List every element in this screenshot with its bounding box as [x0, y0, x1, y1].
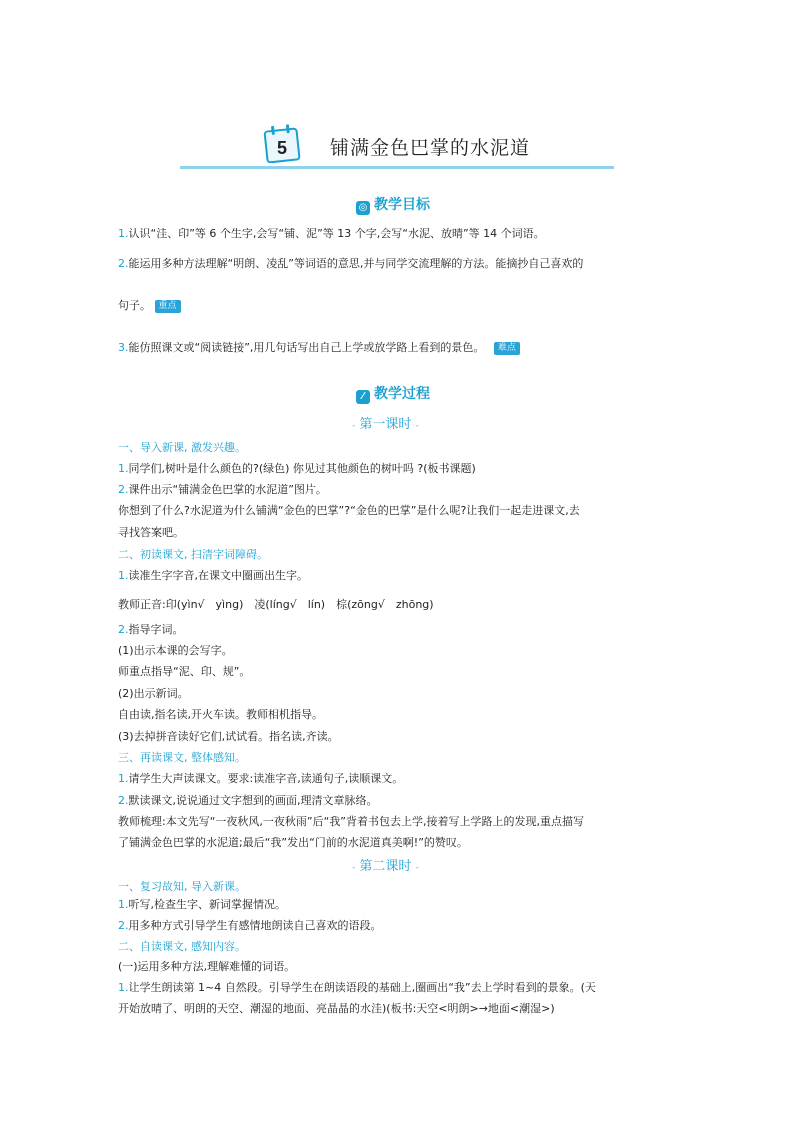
calendar-icon — [263, 123, 301, 163]
step-3-line-2: 2.默读课文,说说通过文字想到的画面,理清文章脉络。 — [118, 794, 378, 807]
step-3-heading: 三、再读课文, 整体感知。 — [118, 751, 246, 764]
process-heading: ⁄ 教学过程 — [356, 383, 430, 404]
step-4-line-1: 1.听写,检查生字、新词掌握情况。 — [118, 898, 286, 911]
goal-item-3: 3.能仿照课文或“阅读链接”,用几句话写出自己上学或放学路上看到的景色。 难点 — [118, 339, 520, 355]
step-1-line-1: 1.同学们,树叶是什么颜色的?(绿色) 你见过其他颜色的树叶吗 ?(板书课题) — [118, 462, 476, 475]
lesson-number: 5 — [276, 138, 288, 158]
step-2-heading: 二、初读课文, 扫清字词障碍。 — [118, 548, 268, 561]
lesson-header — [263, 121, 623, 171]
step-3-line-4: 了铺满金色巴掌的水泥道;最后“我”发出“门前的水泥道真美啊!”的赞叹。 — [118, 836, 468, 849]
goals-heading: ◎ 教学目标 — [356, 194, 430, 215]
step-2-line-6: (2)出示新词。 — [118, 687, 189, 700]
step-5-heading: 二、自读课文, 感知内容。 — [118, 940, 246, 953]
goal-item-2: 2.能运用多种方法理解“明朗、凌乱”等词语的意思,并与同学交流理解的方法。能摘抄自己喜欢的 — [118, 257, 584, 270]
goal-item-1: 1.认识“洼、印”等 6 个生字,会写“铺、泥”等 13 个字,会写“水泥、放晴”等 14 个词语。 — [118, 227, 545, 240]
step-2-line-7: 自由读,指名读,开火车读。教师相机指导。 — [118, 708, 323, 721]
step-5-line-3: 开始放晴了、明朗的天空、潮湿的地面、亮晶晶的水洼)(板书:天空<明朗>→地面<潮湿>) — [118, 1002, 555, 1015]
step-3-line-3: 教师梳理:本文先写“一夜秋风,一夜秋雨”后“我”背着书包去上学,接着写上学路上的发现,重点描写 — [118, 815, 584, 828]
period-1-label: - 第一课时 - — [352, 417, 419, 432]
period-2-label: - 第二课时 - — [352, 859, 419, 874]
lesson-title: 铺满金色巴掌的水泥道 — [330, 137, 531, 159]
step-4-line-2: 2.用多种方式引导学生有感情地朗读自己喜欢的语段。 — [118, 919, 382, 932]
step-1-line-2: 2.课件出示“铺满金色巴掌的水泥道”图片。 — [118, 483, 327, 496]
step-3-line-1: 1.请学生大声读课文。要求:读准字音,读通句子,读顺课文。 — [118, 772, 404, 785]
target-icon: ◎ — [356, 201, 370, 215]
goal-item-2-cont: 句子。 重点 — [118, 297, 181, 313]
difficult-point-tag: 难点 — [494, 342, 520, 355]
step-5-line-2: 1.让学生朗读第 1~4 自然段。引导学生在朗读语段的基础上,圈画出“我”去上学时看到的景象。(天 — [118, 981, 596, 994]
key-point-tag: 重点 — [155, 300, 181, 313]
step-2-line-3: 2.指导字词。 — [118, 623, 184, 636]
step-2-pinyin: 教师正音:印(yìn√ yìng) 凌(líng√ lín) 棕(zōng√ zhōng) — [118, 598, 434, 611]
step-4-heading: 一、复习故知, 导入新课。 — [118, 880, 246, 893]
step-1-heading: 一、导入新课, 激发兴趣。 — [118, 441, 246, 454]
step-2-line-8: (3)去掉拼音读好它们,试试看。指名读,齐读。 — [118, 730, 339, 743]
title-underline — [180, 166, 614, 169]
step-1-line-4: 寻找答案吧。 — [118, 526, 184, 539]
step-5-line-1: (一)运用多种方法,理解难懂的词语。 — [118, 960, 296, 973]
step-2-line-1: 1.读准生字字音,在课文中圈画出生字。 — [118, 569, 308, 582]
process-icon: ⁄ — [356, 390, 370, 404]
step-1-line-3: 你想到了什么?水泥道为什么铺满“金色的巴掌”?“金色的巴掌”是什么呢?让我们一起走进课文,去 — [118, 504, 580, 517]
step-2-line-5: 师重点指导“泥、印、规”。 — [118, 665, 251, 678]
step-2-line-4: (1)出示本课的会写字。 — [118, 644, 233, 657]
